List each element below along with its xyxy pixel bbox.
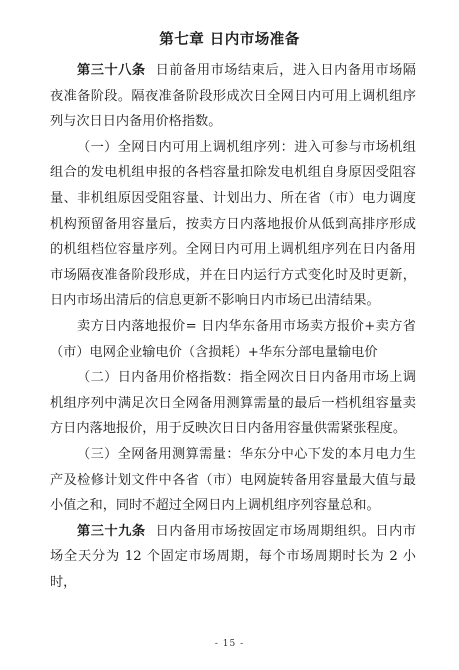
article-number: 第三十九条 [77,523,146,539]
clause-2-paragraph: （二）日内备用价格指数：指全网次日日内备用市场上调机组序列中满足次日全网备用测算需量的最后一档机组容量卖方日内落地报价，用于反映次日日内备用容量供需紧张程度。 [50,370,416,437]
article-38-paragraph [50,58,416,135]
article-39-paragraph [50,519,416,596]
article-text: 日前备用市场结束后，进入日内备用市场隔夜准备阶段。隔夜准备阶段形成次日全网日内可用上调机组序列与次日日内备用价格指数。 [50,63,416,130]
chapter-title: 第七章 日内市场准备 [159,32,300,48]
article-text: 日内备用市场按固定市场周期组织。日内市场全天分为 12 个固定市场周期，每个市场周期时长为 2 小时， [50,523,416,590]
page-number: - 15 - [214,639,245,649]
clause-1-paragraph: （一）全网日内可用上调机组序列：进入可参与市场机组组合的发电机组申报的各档容量扣除发电机组自身原因受阻容量、非机组原因受阻容量、计划出力、所在省（市）电力调度机构预留备用容量后，按卖方日内落地报价从低到高排序形成的机组档位容量序列。全网日内可用上调机组序列在日内备用市场隔夜准备阶段形成，并在日内运行方式变化时及时更新，日内市场出清后的信息更新不影响日内市场已出清结果。 [50,139,416,309]
document-body [50,58,416,595]
formula-paragraph: 卖方日内落地报价= 日内华东备用市场卖方报价+卖方省（市）电网企业输电价（含损耗）+华东分部电量输电价 [50,318,416,360]
article-number: 第三十八条 [77,63,146,78]
clause-3-paragraph: （三）全网备用测算需量：华东分中心下发的本月电力生产及检修计划文件中各省（市）电网旋转备用容量最大值与最小值之和，同时不超过全网日内上调机组序列容量总和。 [50,446,416,514]
